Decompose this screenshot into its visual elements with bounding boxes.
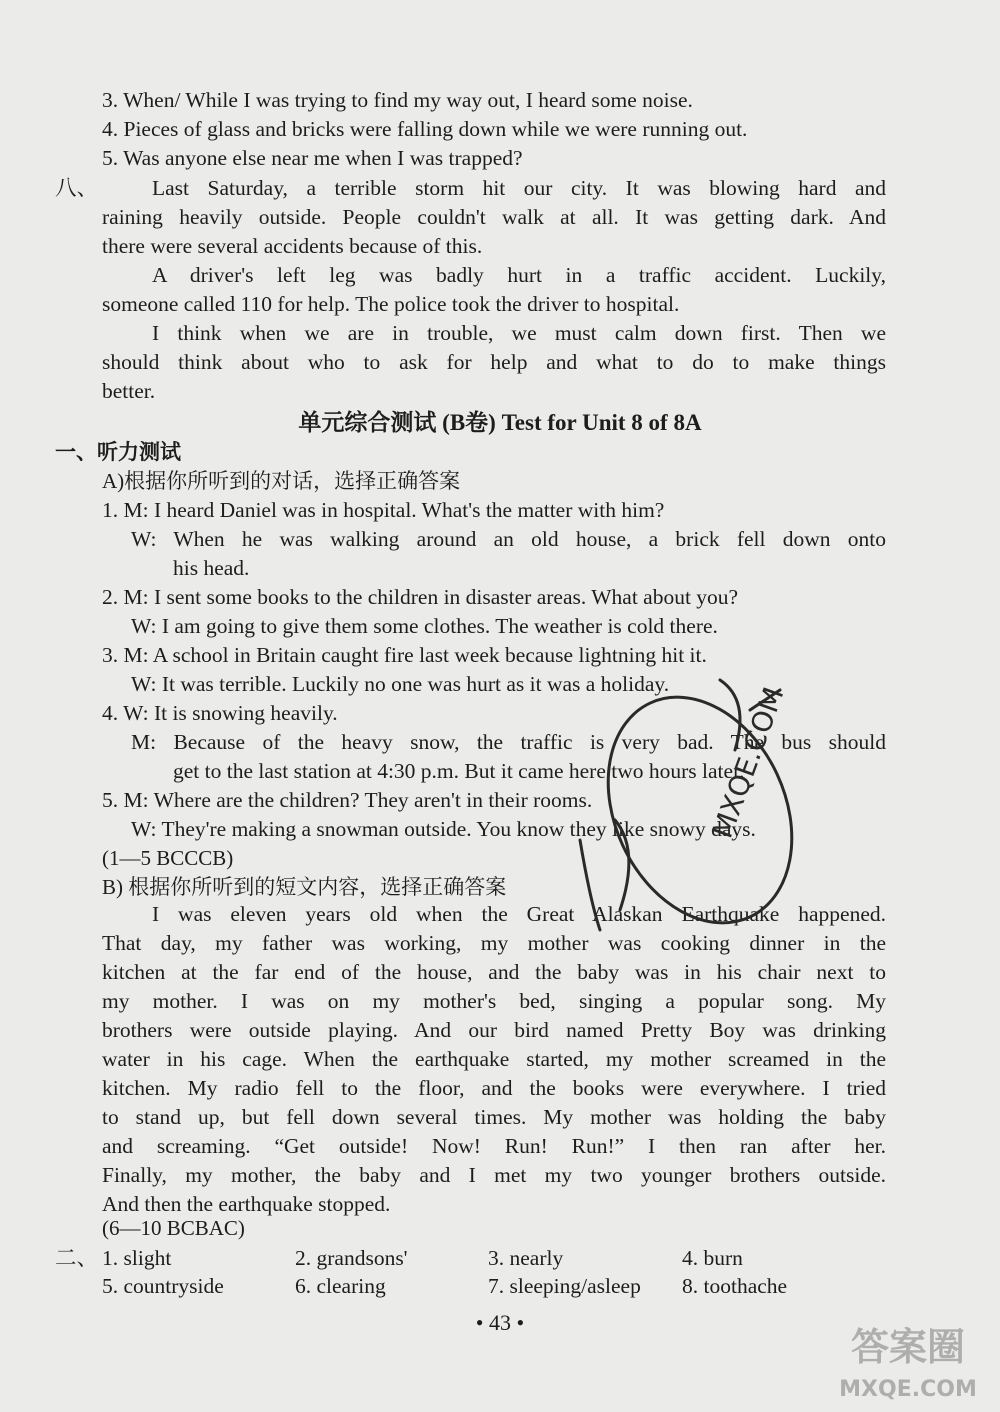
essay-line: someone called 110 for help. The police took the driver to hospital. — [102, 292, 680, 316]
vocab-answer: 2. grandsons' — [295, 1246, 408, 1270]
passage-line: I was eleven years old when the Great Alaskan Earthquake happened. — [152, 902, 886, 926]
test-title: 单元综合测试 (B卷) Test for Unit 8 of 8A — [298, 410, 702, 435]
section-one-heading: 一、听力测试 — [55, 440, 181, 464]
watermark-en: MXQE.COM — [839, 1377, 977, 1402]
vocab-answer: 8. toothache — [682, 1274, 788, 1298]
watermark-cn: 答案圈 — [850, 1325, 966, 1369]
dialogue-line: get to the last station at 4:30 p.m. But it came here two hours later. — [173, 759, 745, 783]
vocab-answer: 3. nearly — [488, 1246, 564, 1270]
essay-line: better. — [102, 379, 156, 403]
essay-line: I think when we are in trouble, we must calm down first. Then we — [152, 321, 886, 345]
handwritten-stamp — [520, 640, 850, 960]
dialogue-line: W: I am going to give them some clothes. The weather is cold there. — [131, 614, 718, 638]
vocab-answer: 6. clearing — [295, 1274, 386, 1298]
essay-line: should think about who to ask for help and what to do to make things — [102, 350, 886, 374]
passage-line: brothers were outside playing. And our bird named Pretty Boy was drinking — [102, 1018, 886, 1042]
dialogue-line: 4. W: It is snowing heavily. — [102, 701, 338, 725]
passage-line: my mother. I was on my mother's bed, singing a popular song. My — [102, 989, 886, 1013]
answers-1-5: (1—5 BCCCB) — [102, 846, 234, 870]
part-b-instruction: B) 根据你所听到的短文内容，选择正确答案 — [102, 875, 507, 899]
dialogue-line: his head. — [173, 556, 250, 580]
passage-line: kitchen. My radio fell to the floor, and the books were everywhere. I tried — [102, 1076, 886, 1100]
passage-line: That day, my father was working, my mother was cooking dinner in the — [102, 931, 886, 955]
dialogue-line: 1. M: I heard Daniel was in hospital. What's the matter with him? — [102, 498, 665, 522]
vocab-answer: 7. sleeping/asleep — [488, 1274, 641, 1298]
vocab-answer: 5. countryside — [102, 1274, 224, 1298]
passage-line: And then the earthquake stopped. — [102, 1192, 391, 1216]
section-eight-marker: 八、 — [55, 176, 99, 200]
essay-line: there were several accidents because of this. — [102, 234, 483, 258]
passage-line: and screaming. “Get outside! Now! Run! Run!” I then ran after her. — [102, 1134, 886, 1158]
answer-line-3: 3. When/ While I was trying to find my way out, I heard some noise. — [102, 88, 693, 112]
section-two-marker: 二、 — [55, 1246, 99, 1270]
page-number: • 43 • — [475, 1310, 525, 1335]
essay-line: Last Saturday, a terrible storm hit our city. It was blowing hard and — [152, 176, 886, 200]
essay-line: A driver's left leg was badly hurt in a traffic accident. Luckily, — [152, 263, 886, 287]
stamp-handwriting: MXQE.COM — [705, 682, 791, 843]
site-watermark-logo — [818, 1318, 998, 1408]
answer-line-5: 5. Was anyone else near me when I was trapped? — [102, 146, 523, 170]
vocab-answer: 1. slight — [102, 1246, 172, 1270]
passage-line: kitchen at the far end of the house, and the baby was in his chair next to — [102, 960, 886, 984]
answer-line-4: 4. Pieces of glass and bricks were falling down while we were running out. — [102, 117, 748, 141]
dialogue-line: 2. M: I sent some books to the children in disaster areas. What about you? — [102, 585, 739, 609]
dialogue-line: 3. M: A school in Britain caught fire last week because lightning hit it. — [102, 643, 707, 667]
passage-line: Finally, my mother, the baby and I met my two younger brothers outside. — [102, 1163, 886, 1187]
answers-6-10: (6—10 BCBAC) — [102, 1216, 245, 1240]
essay-line: raining heavily outside. People couldn't walk at all. It was getting dark. And — [102, 205, 886, 229]
dialogue-line: M: Because of the heavy snow, the traffic is very bad. The bus should — [131, 730, 886, 754]
passage-line: to stand up, but fell down several times. My mother was holding the baby — [102, 1105, 886, 1129]
part-a-instruction: A)根据你所听到的对话，选择正确答案 — [102, 469, 461, 493]
dialogue-line: W: They're making a snowman outside. You know they like snowy days. — [131, 817, 756, 841]
dialogue-line: W: It was terrible. Luckily no one was hurt as it was a holiday. — [131, 672, 670, 696]
vocab-answer: 4. burn — [682, 1246, 743, 1270]
dialogue-line: 5. M: Where are the children? They aren't in their rooms. — [102, 788, 593, 812]
passage-line: water in his cage. When the earthquake started, my mother screamed in the — [102, 1047, 886, 1071]
dialogue-line: W: When he was walking around an old house, a brick fell down onto — [131, 527, 886, 551]
